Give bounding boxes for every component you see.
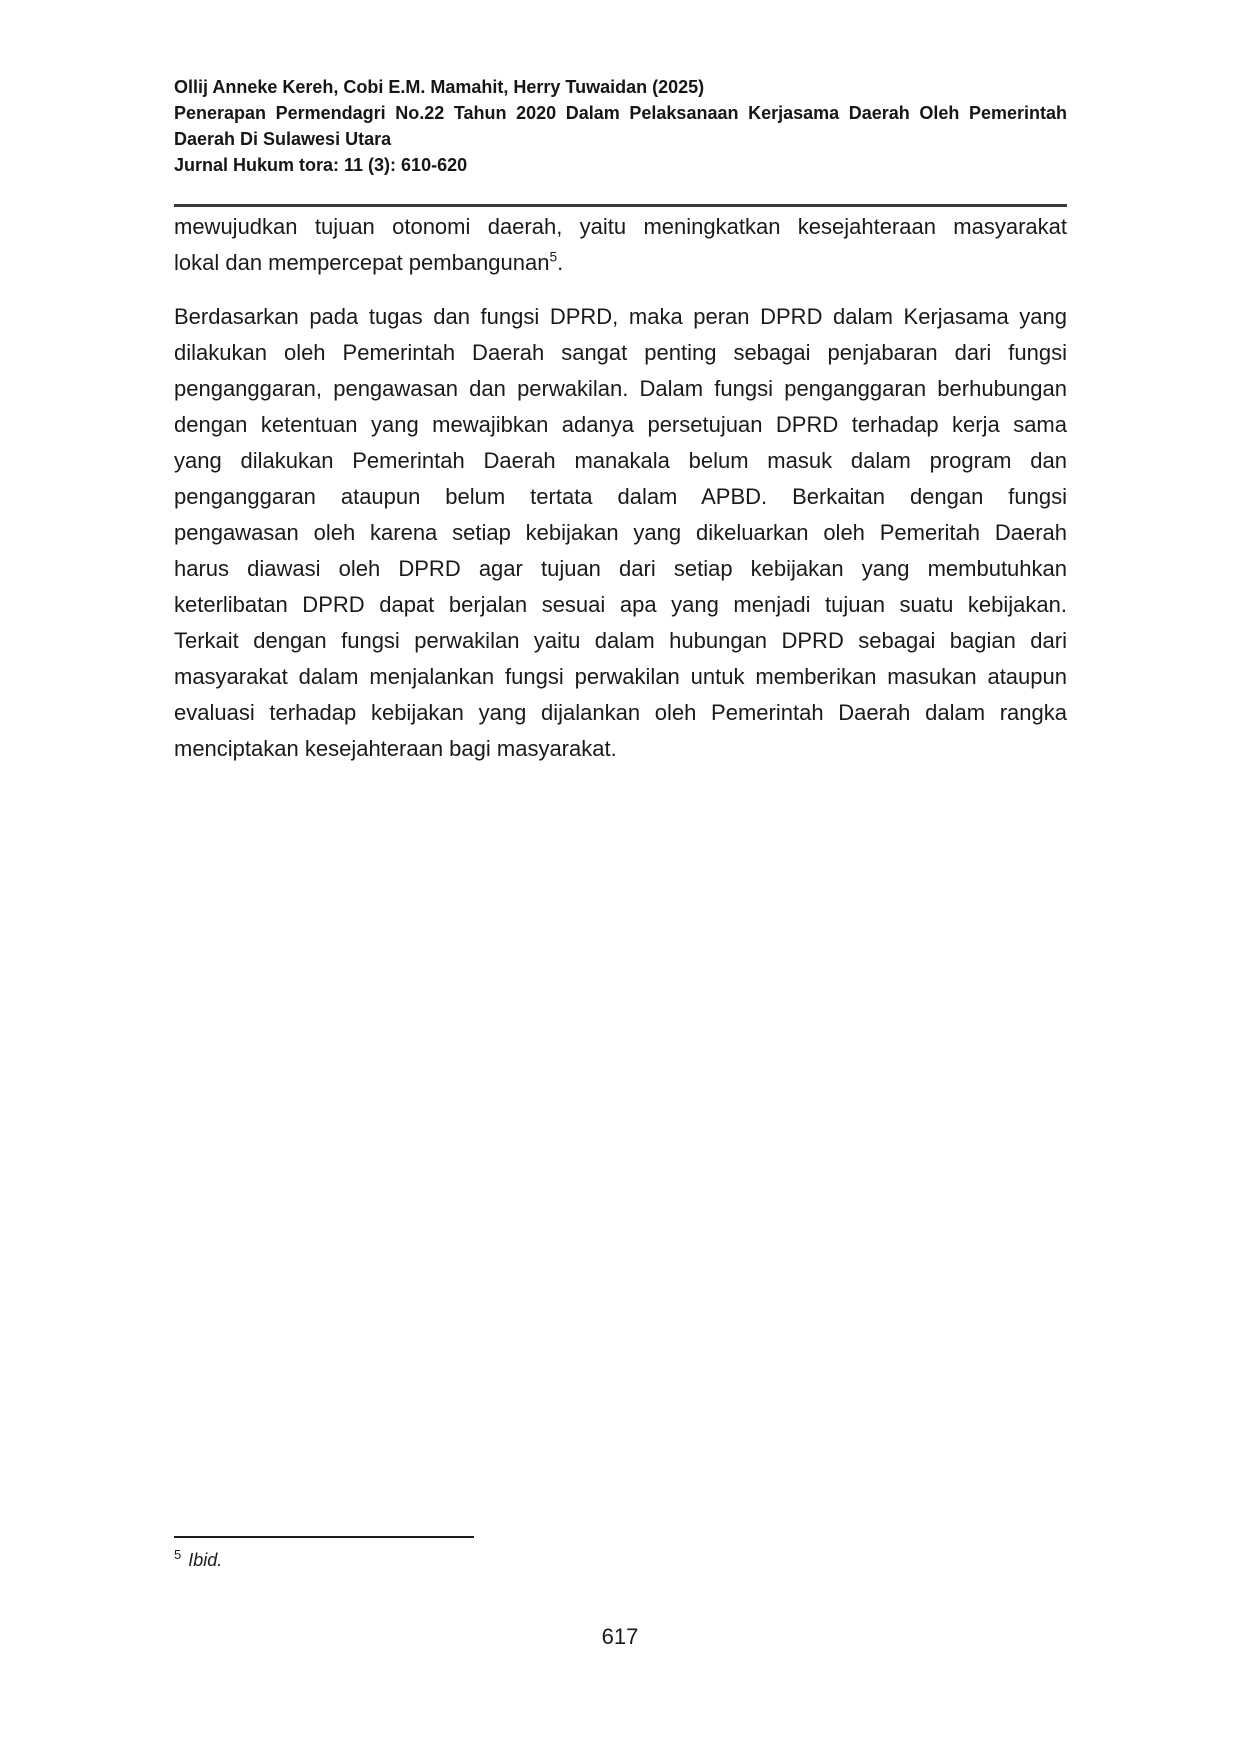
text-line: penganggaran, pengawasan dan perwakilan. Dalam fungsi penganggaran berhubungan [174, 376, 1067, 401]
text-line [174, 245, 1067, 281]
footnote-text: Ibid. [188, 1550, 223, 1570]
footnote-separator-rule [174, 1536, 474, 1538]
page-number: 617 [601, 1624, 639, 1649]
footnote-reference-marker: 5 [549, 249, 558, 265]
header-divider-rule [174, 204, 1067, 207]
text-line: Berdasarkan pada tugas dan fungsi DPRD, maka peran DPRD dalam Kerjasama yang [174, 304, 1067, 329]
header-authors: Ollij Anneke Kereh, Cobi E.M. Mamahit, Herry Tuwaidan (2025) [174, 77, 705, 97]
text-line: keterlibatan DPRD dapat berjalan sesuai apa yang menjadi tujuan suatu kebijakan. [174, 592, 1067, 617]
text-line: mewujudkan tujuan otonomi daerah, yaitu meningkatkan kesejahteraan masyarakat [174, 214, 1067, 239]
paragraph-2 [174, 299, 1067, 767]
header-journal-citation: Jurnal Hukum tora: 11 (3): 610-620 [174, 155, 468, 175]
text-line: yang dilakukan Pemerintah Daerah manakala belum masuk dalam program dan [174, 448, 1067, 473]
text-line: harus diawasi oleh DPRD agar tujuan dari setiap kebijakan yang membutuhkan [174, 556, 1067, 581]
paragraph-1-last-line-suffix: . [557, 250, 564, 275]
paragraph-1 [174, 209, 1067, 281]
footnote-number: 5 [174, 1547, 182, 1562]
text-line: dilakukan oleh Pemerintah Daerah sangat penting sebagai penjabaran dari fungsi [174, 340, 1067, 365]
header-title-line-1: Penerapan Permendagri No.22 Tahun 2020 Dalam Pelaksanaan Kerjasama Daerah Oleh Pemerintah [174, 103, 1067, 123]
paragraph-1-last-line-text: lokal dan mempercepat pembangunan [174, 250, 550, 275]
text-line: dengan ketentuan yang mewajibkan adanya persetujuan DPRD terhadap kerja sama [174, 412, 1067, 437]
text-line: Terkait dengan fungsi perwakilan yaitu dalam hubungan DPRD sebagai bagian dari [174, 628, 1067, 653]
running-header [174, 74, 1067, 178]
header-title-line-2: Daerah Di Sulawesi Utara [174, 129, 392, 149]
text-line: pengawasan oleh karena setiap kebijakan yang dikeluarkan oleh Pemeritah Daerah [174, 520, 1067, 545]
text-line: masyarakat dalam menjalankan fungsi perwakilan untuk memberikan masukan ataupun [174, 664, 1067, 689]
footnote [174, 1547, 1067, 1573]
text-line: menciptakan kesejahteraan bagi masyarakat. [174, 736, 617, 761]
text-line: penganggaran ataupun belum tertata dalam APBD. Berkaitan dengan fungsi [174, 484, 1067, 509]
text-line: evaluasi terhadap kebijakan yang dijalankan oleh Pemerintah Daerah dalam rangka [174, 700, 1067, 725]
